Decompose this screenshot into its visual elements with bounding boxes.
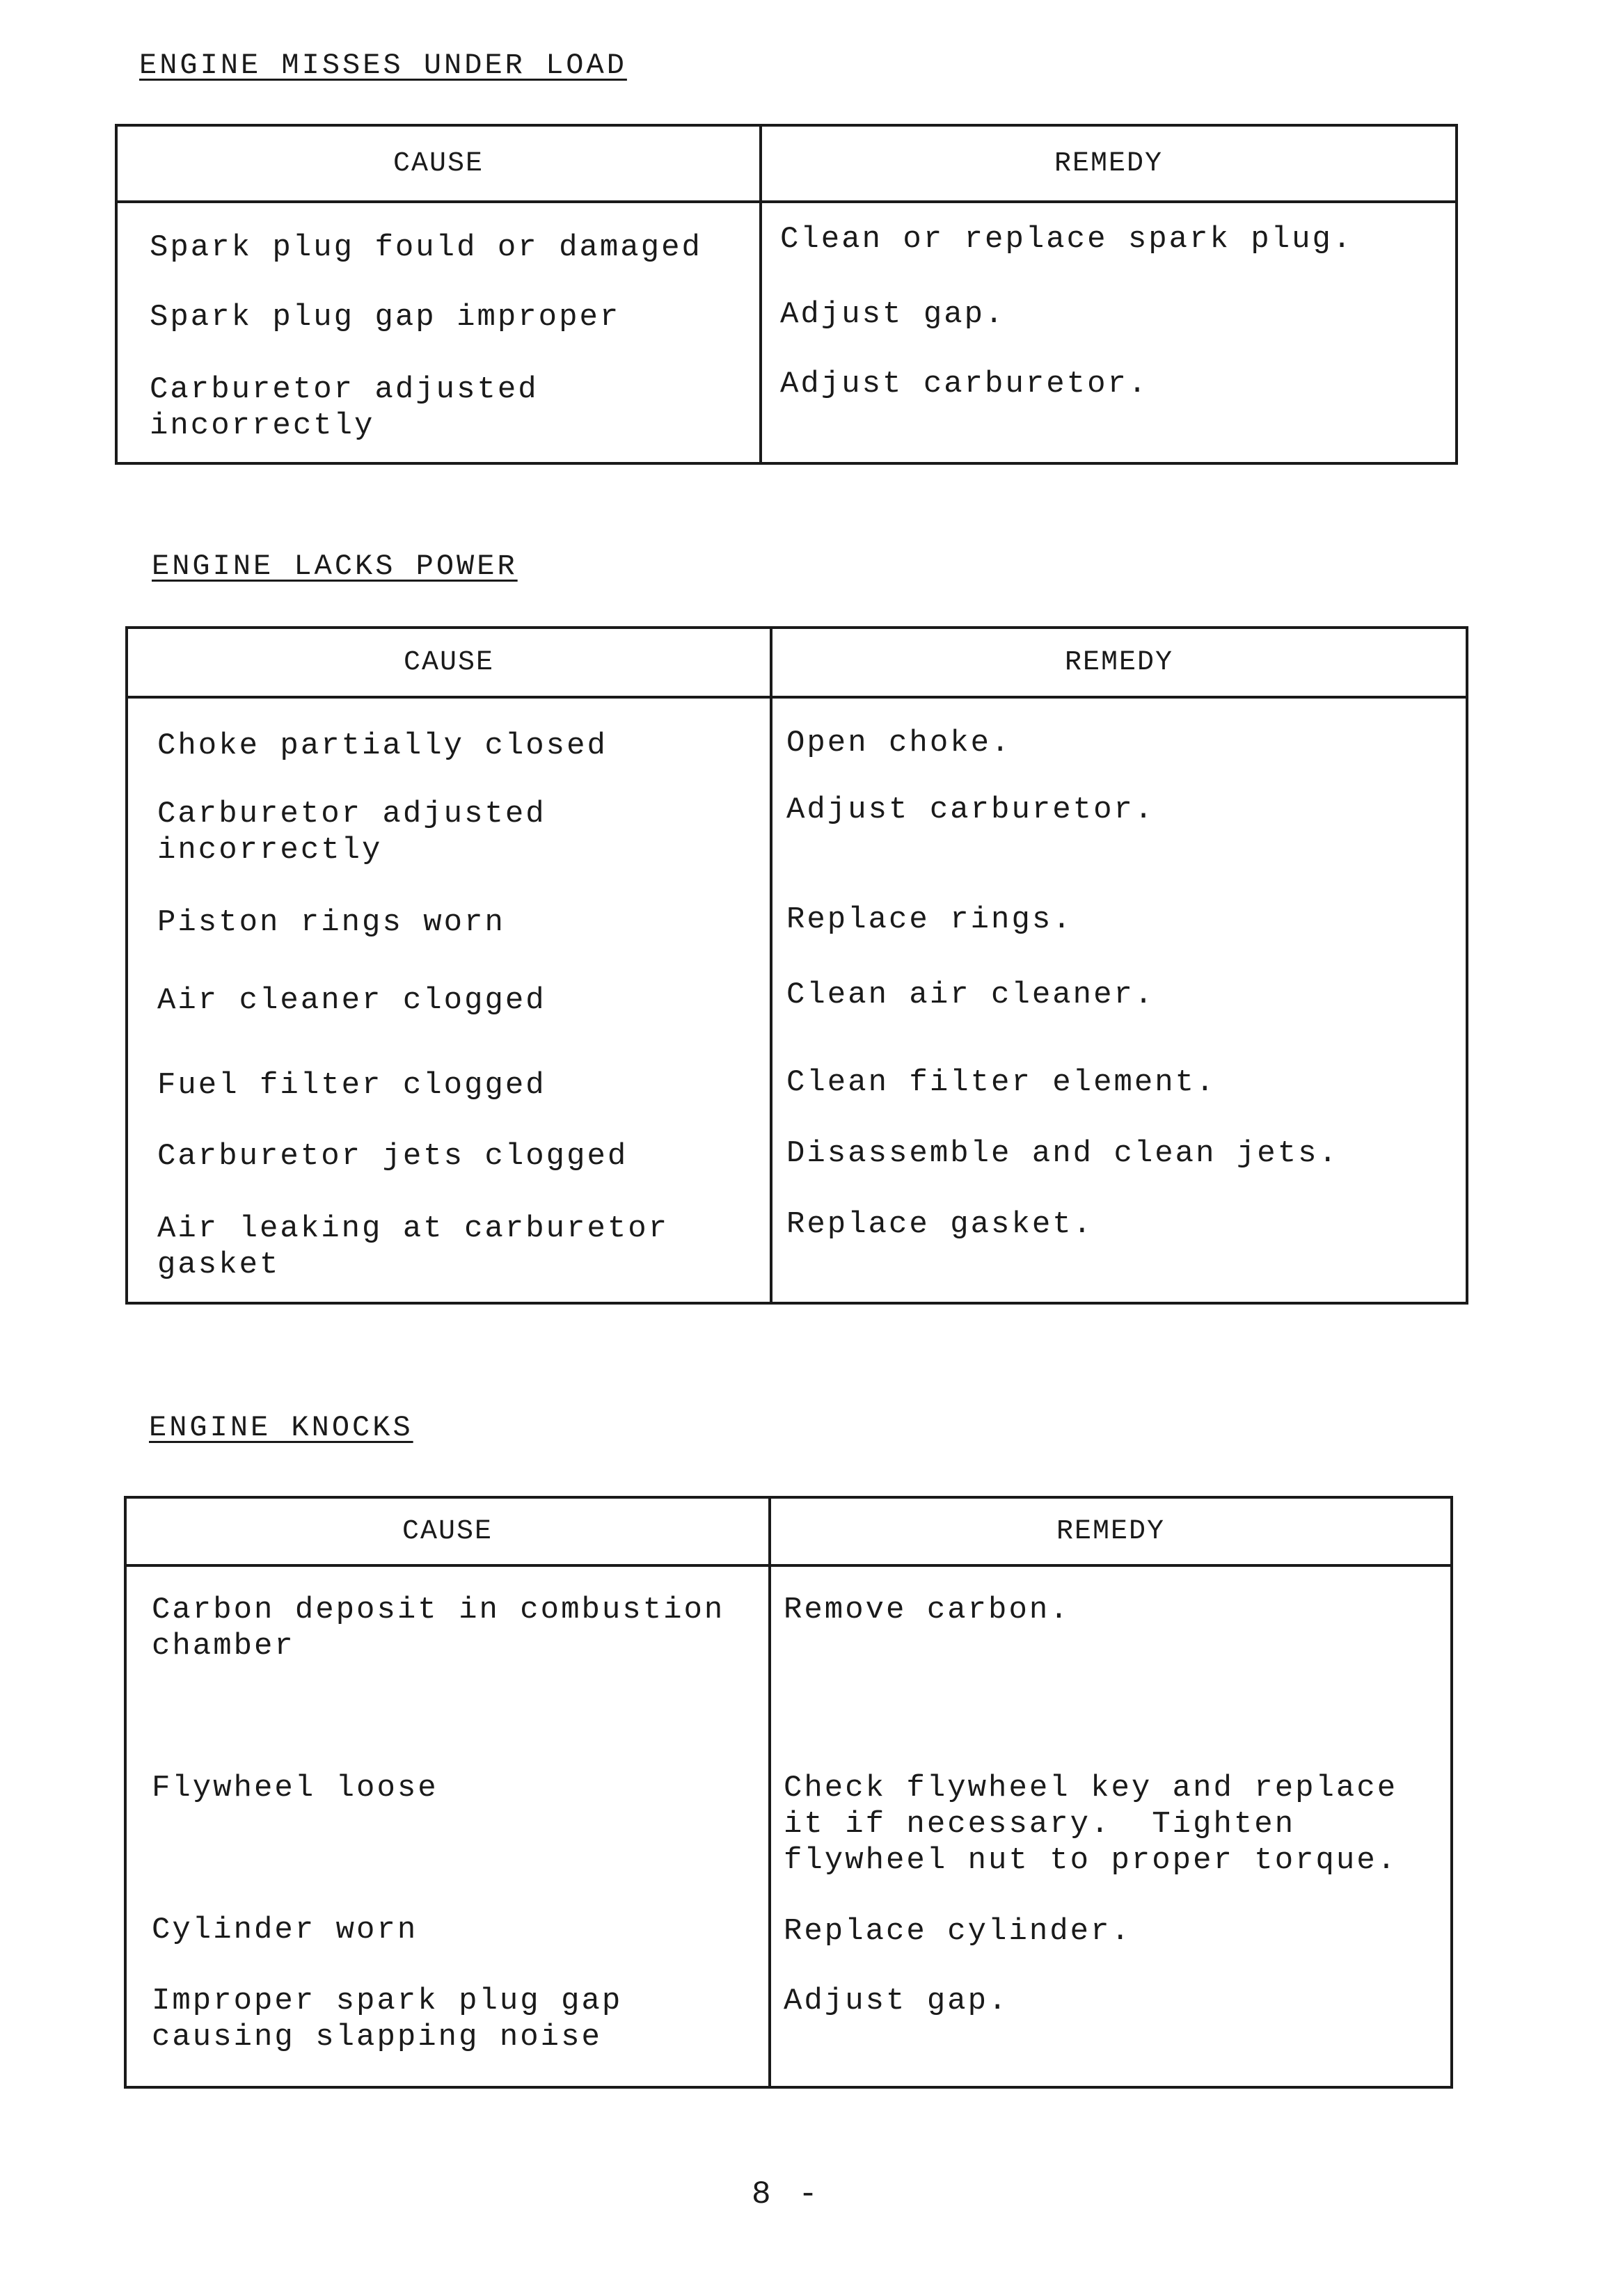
page-number: 8 - [752,2176,822,2213]
troubleshooting-table-engine-lacks-power [125,626,1468,1305]
column-divider [768,1499,771,2086]
cause-cell: Fuel filter clogged [157,1068,546,1103]
remedy-cell: Replace rings. [786,902,1073,937]
remedy-cell: Clean or replace spark plug. [780,222,1354,257]
cause-cell: Cylinder worn [152,1913,418,1947]
remedy-cell: Adjust carburetor. [786,792,1155,827]
column-divider [770,629,772,1302]
cause-column-header: CAUSE [402,1515,493,1547]
cause-cell: Air cleaner clogged [157,983,546,1018]
remedy-cell: Remove carbon. [784,1593,1070,1627]
remedy-cell: Adjust gap. [784,1984,1009,2018]
cause-cell: Spark plug fould or damaged [150,230,702,265]
cause-cell: Flywheel loose [152,1771,438,1805]
troubleshooting-table-engine-knocks [124,1496,1453,2089]
table-header [127,1499,1450,1567]
cause-column-header: CAUSE [393,148,484,180]
section-title-engine-lacks-power: ENGINE LACKS POWER [152,550,518,583]
column-divider [759,127,762,462]
section-title-engine-knocks: ENGINE KNOCKS [149,1411,413,1444]
remedy-column-header: REMEDY [1054,148,1164,180]
cause-cell: Carburetor adjusted incorrectly [150,372,539,443]
remedy-cell: Replace gasket. [786,1207,1094,1242]
cause-cell: Improper spark plug gap causing slapping noise [152,1984,623,2055]
cause-cell: Air leaking at carburetor gasket [157,1211,669,1282]
cause-cell: Carburetor jets clogged [157,1139,628,1174]
remedy-cell: Adjust carburetor. [780,367,1149,401]
remedy-cell: Replace cylinder. [784,1914,1132,1949]
troubleshooting-table-engine-misses [115,124,1458,465]
cause-column-header: CAUSE [403,646,495,678]
remedy-column-header: REMEDY [1056,1515,1166,1547]
cause-cell: Carburetor adjusted incorrectly [157,797,546,868]
cause-cell: Piston rings worn [157,905,505,940]
table-header [128,629,1466,699]
remedy-cell: Adjust gap. [780,297,1006,332]
remedy-cell: Open choke. [786,726,1012,760]
remedy-cell: Disassemble and clean jets. [786,1136,1339,1171]
section-title-engine-misses: ENGINE MISSES UNDER LOAD [139,49,627,82]
cause-cell: Spark plug gap improper [150,300,621,335]
remedy-cell: Check flywheel key and replace it if necessary. Tighten flywheel nut to proper torque. [784,1771,1398,1878]
remedy-cell: Clean filter element. [786,1065,1216,1100]
cause-cell: Choke partially closed [157,728,608,763]
cause-cell: Carbon deposit in combustion chamber [152,1593,725,1664]
remedy-cell: Clean air cleaner. [786,978,1155,1012]
remedy-column-header: REMEDY [1064,646,1174,678]
table-header [118,127,1455,203]
